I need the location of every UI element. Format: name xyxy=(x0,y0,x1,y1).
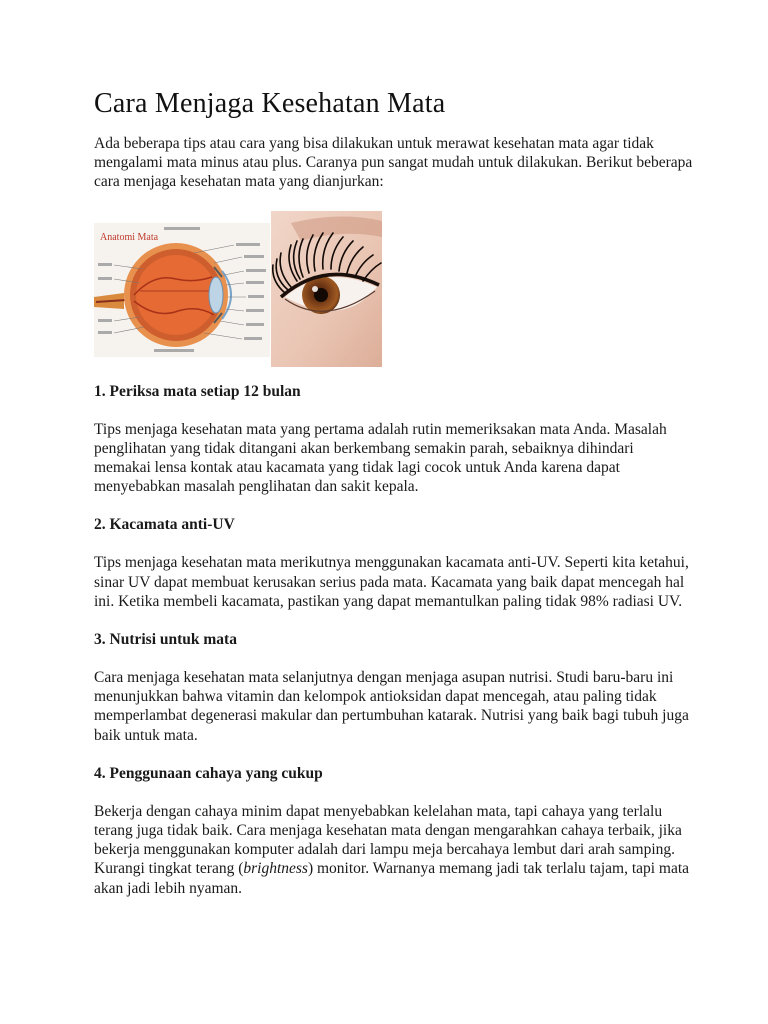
section-2-heading: 2. Kacamata anti-UV xyxy=(94,516,235,534)
eye-closeup-photo-icon xyxy=(271,211,382,367)
section-4-body xyxy=(94,802,694,898)
section-3-heading: 3. Nutrisi untuk mata xyxy=(94,631,237,649)
intro-paragraph: Ada beberapa tips atau cara yang bisa dilakukan untuk merawat kesehatan mata agar tidak mengalami mata minus atau plus. Caranya pun sangat mudah untuk dilakukan. Berikut beberapa cara menjaga kesehatan mata yang dianjurkan: xyxy=(94,135,693,191)
article-title: Cara Menjaga Kesehatan Mata xyxy=(94,88,446,119)
eye-anatomy-diagram-icon xyxy=(94,223,270,357)
section-4-body-italic: brightness xyxy=(243,860,308,878)
diagram-label: Anatomi Mata xyxy=(100,231,159,243)
section-1-heading: 1. Periksa mata setiap 12 bulan xyxy=(94,382,301,400)
eye-figure xyxy=(94,211,382,367)
article xyxy=(94,86,694,898)
section-3-body: Cara menjaga kesehatan mata selanjutnya dengan menjaga asupan nutrisi. Studi baru-baru ini menunjukkan bahwa vitamin dan kelompok antioksidan dapat mencegah, atau paling tidak memperlambat degenerasi makular dan pertumbuhan katarak. Nutrisi yang baik bagi tubuh juga baik untuk mata. xyxy=(94,669,689,744)
section-4-body-part1: Bekerja dengan cahaya minim dapat menyebabkan kelelahan mata, tapi cahaya yang terlalu terang juga tidak baik. Cara menjaga kesehatan mata dengan mengarahkan cahaya terbaik, jika bekerja menggunakan komputer adalah dari lampu meja bercahaya lembut dari arah samping. Kurangi tingkat terang ( xyxy=(94,802,682,878)
section-2-body: Tips menjaga kesehatan mata merikutnya menggunakan kacamata anti-UV. Seperti kita ketahui, sinar UV dapat membuat kerusakan serius pada mata. Kacamata yang baik dapat mencegah hal ini. Ketika membeli kacamata, pastikan yang dapat memantulkan paling tidak 98% radiasi UV. xyxy=(94,554,689,610)
section-4-heading: 4. Penggunaan cahaya yang cukup xyxy=(94,764,323,782)
section-1-body: Tips menjaga kesehatan mata yang pertama adalah rutin memeriksakan mata Anda. Masalah penglihatan yang tidak ditangani akan berkembang semakin parah, sebaiknya dihindari memakai lensa kontak atau kacamata yang tidak lagi cocok untuk Anda karena dapat menyebabkan masalah penglihatan dan sakit kepala. xyxy=(94,420,667,496)
section-4-body-part2: ) monitor. Warnanya memang jadi tak terlalu tajam, tapi mata akan jadi lebih nyaman. xyxy=(94,860,690,897)
